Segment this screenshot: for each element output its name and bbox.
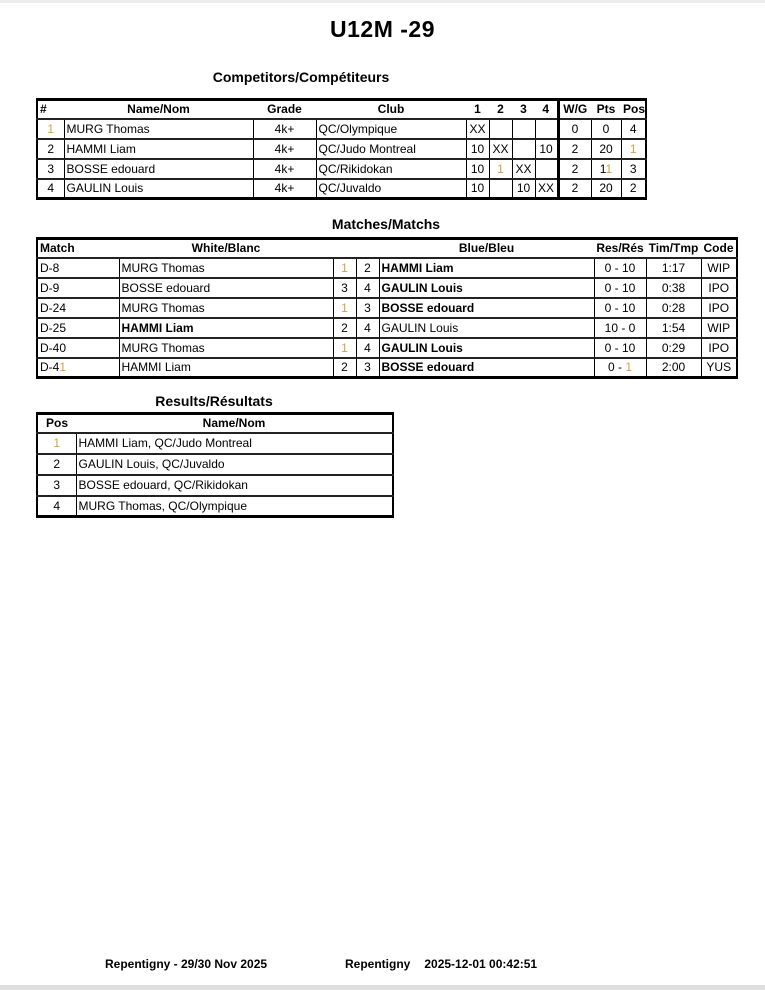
footer-event-location-date: Repentigny - 29/30 Nov 2025 bbox=[105, 957, 268, 971]
cell-wins: 2 bbox=[558, 159, 591, 179]
results-table bbox=[36, 412, 394, 518]
col-header-grid-4: 4 bbox=[535, 100, 558, 119]
cell-blue-name: GAULIN Louis bbox=[379, 318, 594, 338]
cell-name: GAULIN Louis, QC/Juvaldo bbox=[76, 454, 393, 475]
cell-position: 2 bbox=[37, 454, 76, 475]
cell-grid-4 bbox=[535, 159, 558, 179]
result-row bbox=[37, 454, 393, 475]
cell-points: 20 bbox=[591, 179, 621, 199]
cell-match-id: D-24 bbox=[37, 298, 119, 318]
result-row bbox=[37, 433, 393, 454]
cell-code: YUS bbox=[701, 358, 737, 378]
col-header-points: Pts bbox=[591, 100, 621, 119]
col-header-blue: Blue/Bleu bbox=[379, 239, 594, 258]
cell-code: WIP bbox=[701, 258, 737, 278]
cell-result: 0 - 10 bbox=[594, 338, 646, 358]
cell-blue-num: 3 bbox=[356, 358, 379, 378]
footer-print-city: Repentigny bbox=[345, 957, 411, 971]
cell-club: QC/Olympique bbox=[316, 119, 466, 139]
cell-name: HAMMI Liam bbox=[64, 139, 253, 159]
cell-grade: 4k+ bbox=[253, 159, 316, 179]
col-header-num: # bbox=[37, 100, 64, 119]
cell-name: MURG Thomas, QC/Olympique bbox=[76, 496, 393, 517]
col-header-code: Code bbox=[701, 239, 737, 258]
cell-grid-4 bbox=[535, 119, 558, 139]
col-header-grid-2: 2 bbox=[489, 100, 512, 119]
cell-grid-3 bbox=[512, 119, 535, 139]
cell-white-name: MURG Thomas bbox=[119, 298, 333, 318]
match-row bbox=[37, 278, 737, 298]
col-header-grade: Grade bbox=[253, 100, 316, 119]
competitor-row bbox=[37, 139, 646, 159]
cell-grid-3: 10 bbox=[512, 179, 535, 199]
cell-club: QC/Judo Montreal bbox=[316, 139, 466, 159]
cell-grid-3: XX bbox=[512, 159, 535, 179]
cell-blue-num: 4 bbox=[356, 278, 379, 298]
cell-position: 4 bbox=[621, 119, 646, 139]
cell-grid-1: 10 bbox=[466, 179, 489, 199]
cell-wins: 2 bbox=[558, 139, 591, 159]
cell-points: 20 bbox=[591, 139, 621, 159]
cell-white-num: 2 bbox=[333, 318, 356, 338]
results-section-title: Results/Résultats bbox=[155, 393, 273, 409]
cell-white-num: 1 bbox=[333, 338, 356, 358]
cell-club: QC/Rikidokan bbox=[316, 159, 466, 179]
cell-points: 11 bbox=[591, 159, 621, 179]
competitors-header-row bbox=[37, 100, 646, 119]
col-header-time: Tim/Tmp bbox=[646, 239, 701, 258]
cell-blue-name: BOSSE edouard bbox=[379, 358, 594, 378]
cell-result: 0 - 10 bbox=[594, 298, 646, 318]
cell-num: 4 bbox=[37, 179, 64, 199]
cell-grade: 4k+ bbox=[253, 119, 316, 139]
col-header-result: Res/Rés bbox=[594, 239, 646, 258]
cell-name: MURG Thomas bbox=[64, 119, 253, 139]
cell-code: IPO bbox=[701, 338, 737, 358]
cell-white-name: BOSSE edouard bbox=[119, 278, 333, 298]
col-header-grid-1: 1 bbox=[466, 100, 489, 119]
col-header-white: White/Blanc bbox=[119, 239, 333, 258]
cell-club: QC/Juvaldo bbox=[316, 179, 466, 199]
result-row bbox=[37, 496, 393, 517]
cell-wins: 0 bbox=[558, 119, 591, 139]
cell-grid-2 bbox=[489, 179, 512, 199]
cell-grid-1: 10 bbox=[466, 159, 489, 179]
cell-white-num: 1 bbox=[333, 258, 356, 278]
cell-white-num: 1 bbox=[333, 298, 356, 318]
cell-position: 1 bbox=[37, 433, 76, 454]
cell-blue-name: GAULIN Louis bbox=[379, 278, 594, 298]
cell-name: BOSSE edouard, QC/Rikidokan bbox=[76, 475, 393, 496]
match-row bbox=[37, 258, 737, 278]
cell-white-name: MURG Thomas bbox=[119, 258, 333, 278]
cell-blue-name: GAULIN Louis bbox=[379, 338, 594, 358]
cell-result: 0 - 10 bbox=[594, 258, 646, 278]
col-header-name: Name/Nom bbox=[76, 414, 393, 433]
page-top-edge bbox=[0, 0, 765, 3]
page-title: U12M -29 bbox=[330, 16, 435, 42]
cell-position: 3 bbox=[37, 475, 76, 496]
cell-grid-1: 10 bbox=[466, 139, 489, 159]
cell-grade: 4k+ bbox=[253, 179, 316, 199]
match-row bbox=[37, 358, 737, 378]
cell-match-id: D-8 bbox=[37, 258, 119, 278]
cell-match-id: D-40 bbox=[37, 338, 119, 358]
cell-grid-4: XX bbox=[535, 179, 558, 199]
matches-section-title: Matches/Matchs bbox=[331, 216, 441, 232]
cell-code: WIP bbox=[701, 318, 737, 338]
cell-code: IPO bbox=[701, 298, 737, 318]
cell-time: 2:00 bbox=[646, 358, 701, 378]
competitor-row bbox=[37, 119, 646, 139]
cell-white-name: HAMMI Liam bbox=[119, 358, 333, 378]
cell-match-id: D-25 bbox=[37, 318, 119, 338]
cell-time: 0:28 bbox=[646, 298, 701, 318]
col-header-position: Pos bbox=[37, 414, 76, 433]
cell-time: 1:54 bbox=[646, 318, 701, 338]
page-bottom-edge bbox=[0, 985, 765, 990]
cell-result: 0 - 10 bbox=[594, 278, 646, 298]
match-row bbox=[37, 338, 737, 358]
col-header-grid-3: 3 bbox=[512, 100, 535, 119]
competitor-row bbox=[37, 159, 646, 179]
cell-grid-2: XX bbox=[489, 139, 512, 159]
cell-blue-num: 3 bbox=[356, 298, 379, 318]
col-header-name: Name/Nom bbox=[64, 100, 253, 119]
cell-name: HAMMI Liam, QC/Judo Montreal bbox=[76, 433, 393, 454]
footer-print-info bbox=[345, 957, 537, 971]
cell-time: 0:38 bbox=[646, 278, 701, 298]
col-header-position: Pos bbox=[621, 100, 646, 119]
cell-white-name: HAMMI Liam bbox=[119, 318, 333, 338]
cell-grid-1: XX bbox=[466, 119, 489, 139]
cell-white-num: 2 bbox=[333, 358, 356, 378]
cell-position: 1 bbox=[621, 139, 646, 159]
cell-points: 0 bbox=[591, 119, 621, 139]
matches-table bbox=[36, 237, 738, 379]
cell-match-id: D-41 bbox=[37, 358, 119, 378]
cell-result: 0 - 1 bbox=[594, 358, 646, 378]
competitors-table bbox=[36, 98, 647, 200]
cell-num: 2 bbox=[37, 139, 64, 159]
cell-blue-num: 4 bbox=[356, 318, 379, 338]
competitor-row bbox=[37, 179, 646, 199]
cell-match-id: D-9 bbox=[37, 278, 119, 298]
cell-num: 3 bbox=[37, 159, 64, 179]
results-header-row bbox=[37, 414, 393, 433]
matches-header-row bbox=[37, 239, 737, 258]
cell-blue-name: BOSSE edouard bbox=[379, 298, 594, 318]
cell-wins: 2 bbox=[558, 179, 591, 199]
cell-grid-4: 10 bbox=[535, 139, 558, 159]
cell-position: 3 bbox=[621, 159, 646, 179]
cell-grade: 4k+ bbox=[253, 139, 316, 159]
cell-time: 0:29 bbox=[646, 338, 701, 358]
col-header-white-num bbox=[333, 239, 356, 258]
cell-blue-num: 4 bbox=[356, 338, 379, 358]
col-header-match: Match bbox=[37, 239, 119, 258]
col-header-blue-num bbox=[356, 239, 379, 258]
cell-time: 1:17 bbox=[646, 258, 701, 278]
footer-print-datetime: 2025-12-01 00:42:51 bbox=[424, 957, 538, 971]
col-header-club: Club bbox=[316, 100, 466, 119]
cell-blue-num: 2 bbox=[356, 258, 379, 278]
cell-grid-3 bbox=[512, 139, 535, 159]
cell-blue-name: HAMMI Liam bbox=[379, 258, 594, 278]
cell-num: 1 bbox=[37, 119, 64, 139]
cell-name: GAULIN Louis bbox=[64, 179, 253, 199]
result-row bbox=[37, 475, 393, 496]
cell-grid-2: 1 bbox=[489, 159, 512, 179]
cell-code: IPO bbox=[701, 278, 737, 298]
col-header-wins: W/G bbox=[558, 100, 591, 119]
cell-result: 10 - 0 bbox=[594, 318, 646, 338]
cell-white-name: MURG Thomas bbox=[119, 338, 333, 358]
match-row bbox=[37, 298, 737, 318]
cell-white-num: 3 bbox=[333, 278, 356, 298]
cell-grid-2 bbox=[489, 119, 512, 139]
cell-position: 2 bbox=[621, 179, 646, 199]
cell-name: BOSSE edouard bbox=[64, 159, 253, 179]
cell-position: 4 bbox=[37, 496, 76, 517]
competitors-section-title: Competitors/Compétiteurs bbox=[212, 69, 390, 85]
match-row bbox=[37, 318, 737, 338]
